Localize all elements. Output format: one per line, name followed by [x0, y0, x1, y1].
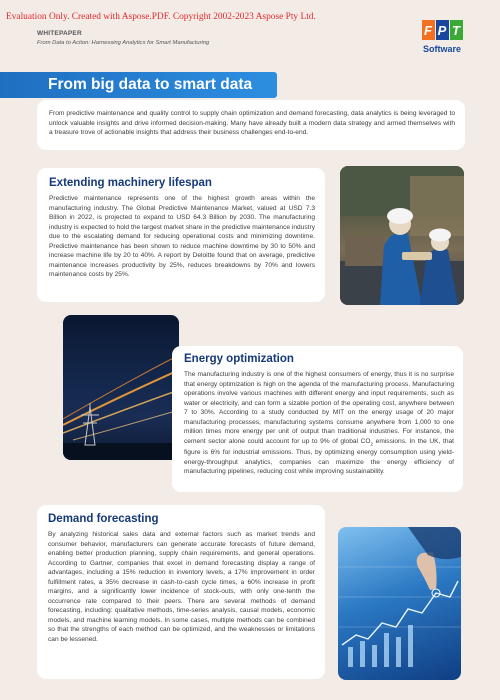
- logo-software-text: Software: [422, 44, 461, 54]
- demand-text: By analyzing historical sales data and external factors such as market trends and consumer behavior, manufacturers can generate accurate forecasts of future demand, enabling better production planning, supply chain requirements, and general operations. According to Gartner, companies that excel in demand forecasting display a range of advantages, including a 15% reduction in inventory levels, a 17% improvement in order fulfillment rates, a 35% decrease in cash-to-cash cycle times, a 60% increase in profit margins, and a significantly lower incidence of stock-outs, with only one-tenth the occurrence rate compared to their peers. There are several methods of demand forecasting, including: qualitative methods, time-series analysis, causal models, economic models, and machine learning models. In some cases, multiple methods can be combined so that the strengths of each method can be optimized, and the weaknesses or limitations can be lessened.: [48, 531, 315, 643]
- energy-text-rest: emissions. In the UK, that figure is 6% for industrial emissions. Thus, by optimizing energy consumption using yield-energy-throughput analytics, companies can maximize the energy efficiency of manufacturing pipelines, reducing cost while improving sustainability.: [184, 437, 454, 476]
- banner-title: From big data to smart data: [48, 76, 253, 93]
- energy-card: [172, 346, 463, 492]
- power-lines-illustration: [63, 315, 179, 460]
- analytics-illustration: [338, 527, 461, 680]
- intro-text: From predictive maintenance and quality control to supply chain optimization and demand forecasting, data analytics is being leveraged to unlock valuable insights and drive informed decision-making. Many have already built a modern data strategy and armed themselves with a treasure trove of actionable insights that address their business challenges end-to-end.: [49, 110, 455, 136]
- fpt-software-logo: [418, 20, 466, 60]
- power-lines-photo: [63, 315, 179, 460]
- machinery-card: [37, 168, 325, 302]
- logo-letter-t: T: [450, 20, 463, 40]
- workers-photo: [340, 166, 464, 305]
- co2-subscript: 2: [370, 440, 374, 446]
- evaluation-watermark: Evaluation Only. Created with Aspose.PDF. Copyright 2002-2023 Aspose Pty Ltd.: [6, 12, 316, 22]
- logo-letter-p: P: [436, 20, 449, 40]
- logo-letter-f: F: [422, 20, 435, 40]
- workers-illustration: [340, 166, 464, 305]
- machinery-text: Predictive maintenance represents one of the highest growth areas within the manufacturing industry. The Global Predictive Maintenance Market, valued at USD 7.3 Billion in 2022, is projected to expand to USD 64.3 Billion by 2030. The manufacturing industry is expected to hold the largest market share in the predictive maintenance industry due to the escalating demand for reducing operational costs and minimizing downtime. Predictive maintenance has been shown to reduce machine downtime by 30 to 50% and increase machine life by 20 to 40%. A report by Deloitte found that on average, predictive maintenance increases productivity by 25%, reduces breakdowns by 70% and lowers maintenance costs by 25%.: [49, 195, 315, 278]
- section-banner: [0, 72, 277, 98]
- document-type-label: WHITEPAPER: [37, 30, 82, 37]
- energy-text-main: The manufacturing industry is one of the highest consumers of energy, thus it is no surprise that energy optimization is high on the agenda of the manufacturing process. Manufacturing operations involve various machines with different energy and input requirements, such as water or electricity, and can form a sizable portion of the operating cost, anywhere between 7 to 30%. According to a study conducted by MIT on the energy usage of 20 major manufacturing processes, manufacturing systems consume anywhere from 1,000 to one million times more energy per unit of output than traditional industries. For instance, the cement sector alone could account for up to 9% of global CO: [184, 371, 454, 445]
- document-subtitle: From Data to Action: Harnessing Analytics for Smart Manufacturing: [37, 40, 210, 46]
- energy-text: [184, 370, 454, 477]
- energy-heading: Energy optimization: [184, 353, 294, 365]
- demand-card: [37, 505, 325, 679]
- analytics-hand-photo: [338, 527, 461, 680]
- machinery-heading: Extending machinery lifespan: [49, 177, 212, 189]
- intro-card: [37, 100, 465, 150]
- demand-heading: Demand forecasting: [48, 513, 159, 525]
